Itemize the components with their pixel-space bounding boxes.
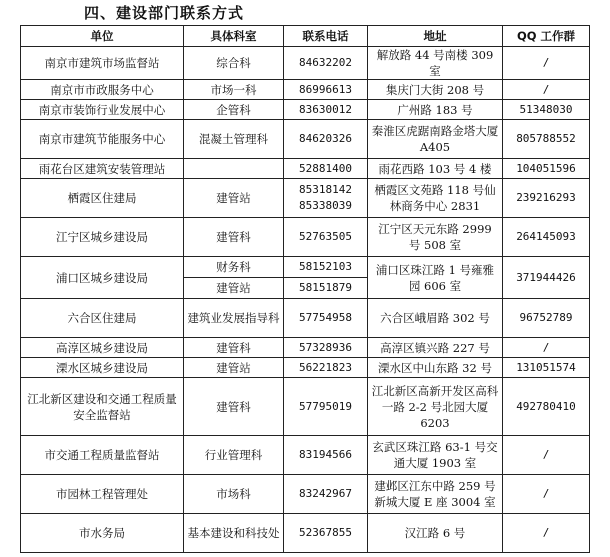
cell-unit: 南京市装饰行业发展中心 bbox=[21, 100, 184, 120]
cell-qq: 805788552 bbox=[503, 120, 590, 159]
cell-unit: 江宁区城乡建设局 bbox=[21, 218, 184, 257]
cell-unit: 南京市建筑市场监督站 bbox=[21, 47, 184, 80]
cell-qq: 96752789 bbox=[503, 299, 590, 338]
cell-qq: 51348030 bbox=[503, 100, 590, 120]
cell-dept: 混凝土管理科 bbox=[184, 120, 284, 159]
cell-unit: 栖霞区住建局 bbox=[21, 179, 184, 218]
cell-address: 高淳区镇兴路 227 号 bbox=[368, 338, 503, 358]
header-phone: 联系电话 bbox=[284, 26, 368, 47]
table-row bbox=[21, 120, 590, 159]
cell-qq: / bbox=[503, 47, 590, 80]
cell-qq: / bbox=[503, 514, 590, 553]
cell-address: 汉江路 6 号 bbox=[368, 514, 503, 553]
contact-table bbox=[20, 25, 590, 553]
cell-phone: 52367855 bbox=[284, 514, 368, 553]
header-address: 地址 bbox=[368, 26, 503, 47]
cell-qq: 239216293 bbox=[503, 179, 590, 218]
cell-address: 秦淮区虎踞南路金塔大厦 A405 bbox=[368, 120, 503, 159]
cell-address: 江北新区高新开发区高科一路 2-2 号北园大厦 6203 bbox=[368, 378, 503, 436]
table-row bbox=[21, 179, 590, 218]
cell-phone: 52763505 bbox=[284, 218, 368, 257]
cell-qq: 492780410 bbox=[503, 378, 590, 436]
table-row bbox=[21, 218, 590, 257]
cell-address: 溧水区中山东路 32 号 bbox=[368, 358, 503, 378]
table-row bbox=[21, 514, 590, 553]
cell-dept: 建筑业发展指导科 bbox=[184, 299, 284, 338]
cell-unit: 溧水区城乡建设局 bbox=[21, 358, 184, 378]
cell-dept: 企管科 bbox=[184, 100, 284, 120]
header-unit: 单位 bbox=[21, 26, 184, 47]
cell-phone: 85318142 85338039 bbox=[284, 179, 368, 218]
cell-qq: / bbox=[503, 475, 590, 514]
cell-phone: 58152103 bbox=[284, 257, 368, 278]
header-qq: QQ 工作群 bbox=[503, 26, 590, 47]
table-row bbox=[21, 100, 590, 120]
cell-phone: 58151879 bbox=[284, 278, 368, 299]
cell-unit: 高淳区城乡建设局 bbox=[21, 338, 184, 358]
cell-address: 江宁区天元东路 2999 号 508 室 bbox=[368, 218, 503, 257]
cell-unit: 市水务局 bbox=[21, 514, 184, 553]
table-header-row bbox=[21, 26, 590, 47]
cell-dept: 建管科 bbox=[184, 338, 284, 358]
cell-unit: 南京市建筑节能服务中心 bbox=[21, 120, 184, 159]
cell-unit: 市园林工程管理处 bbox=[21, 475, 184, 514]
cell-phone: 86996613 bbox=[284, 80, 368, 100]
header-dept: 具体科室 bbox=[184, 26, 284, 47]
table-row bbox=[21, 436, 590, 475]
cell-qq: / bbox=[503, 436, 590, 475]
cell-phone: 83194566 bbox=[284, 436, 368, 475]
table-row bbox=[21, 299, 590, 338]
cell-phone: 84620326 bbox=[284, 120, 368, 159]
cell-phone: 56221823 bbox=[284, 358, 368, 378]
cell-qq: 264145093 bbox=[503, 218, 590, 257]
cell-dept: 市场一科 bbox=[184, 80, 284, 100]
cell-qq: / bbox=[503, 338, 590, 358]
cell-unit: 市交通工程质量监督站 bbox=[21, 436, 184, 475]
cell-dept: 综合科 bbox=[184, 47, 284, 80]
cell-qq: 131051574 bbox=[503, 358, 590, 378]
table-row bbox=[21, 257, 590, 278]
cell-dept: 建管科 bbox=[184, 218, 284, 257]
cell-dept: 市场科 bbox=[184, 475, 284, 514]
table-row bbox=[21, 378, 590, 436]
table-row bbox=[21, 475, 590, 514]
cell-unit: 浦口区城乡建设局 bbox=[21, 257, 184, 299]
cell-phone: 52881400 bbox=[284, 159, 368, 179]
cell-phone: 83242967 bbox=[284, 475, 368, 514]
cell-phone: 84632202 bbox=[284, 47, 368, 80]
cell-dept: 建管科 bbox=[184, 378, 284, 436]
cell-address: 建邺区江东中路 259 号新城大厦 E 座 3004 室 bbox=[368, 475, 503, 514]
cell-unit: 南京市市政服务中心 bbox=[21, 80, 184, 100]
cell-dept: 行业管理科 bbox=[184, 436, 284, 475]
cell-address: 集庆门大街 208 号 bbox=[368, 80, 503, 100]
cell-phone: 57754958 bbox=[284, 299, 368, 338]
cell-address: 雨花西路 103 号 4 楼 bbox=[368, 159, 503, 179]
cell-dept: 建管站 bbox=[184, 278, 284, 299]
cell-unit: 雨花台区建筑安装管理站 bbox=[21, 159, 184, 179]
cell-dept: 财务科 bbox=[184, 257, 284, 278]
table-row bbox=[21, 80, 590, 100]
cell-dept: 基本建设和科技处 bbox=[184, 514, 284, 553]
cell-qq: / bbox=[503, 80, 590, 100]
cell-address: 浦口区珠江路 1 号雍雅园 606 室 bbox=[368, 257, 503, 299]
cell-address: 玄武区珠江路 63-1 号交通大厦 1903 室 bbox=[368, 436, 503, 475]
cell-phone: 83630012 bbox=[284, 100, 368, 120]
cell-qq: 104051596 bbox=[503, 159, 590, 179]
table-row bbox=[21, 159, 590, 179]
table-row bbox=[21, 338, 590, 358]
cell-dept: 建管站 bbox=[184, 179, 284, 218]
cell-unit: 六合区住建局 bbox=[21, 299, 184, 338]
table-row bbox=[21, 47, 590, 80]
cell-unit: 江北新区建设和交通工程质量安全监督站 bbox=[21, 378, 184, 436]
table-row bbox=[21, 358, 590, 378]
section-title: 四、建设部门联系方式 bbox=[84, 4, 245, 22]
cell-qq: 371944426 bbox=[503, 257, 590, 299]
cell-phone: 57795019 bbox=[284, 378, 368, 436]
cell-address: 六合区峨眉路 302 号 bbox=[368, 299, 503, 338]
cell-dept: 建管站 bbox=[184, 358, 284, 378]
cell-address: 解放路 44 号南楼 309 室 bbox=[368, 47, 503, 80]
cell-dept bbox=[184, 159, 284, 179]
cell-address: 广州路 183 号 bbox=[368, 100, 503, 120]
cell-phone: 57328936 bbox=[284, 338, 368, 358]
cell-address: 栖霞区文苑路 118 号仙林商务中心 2831 bbox=[368, 179, 503, 218]
